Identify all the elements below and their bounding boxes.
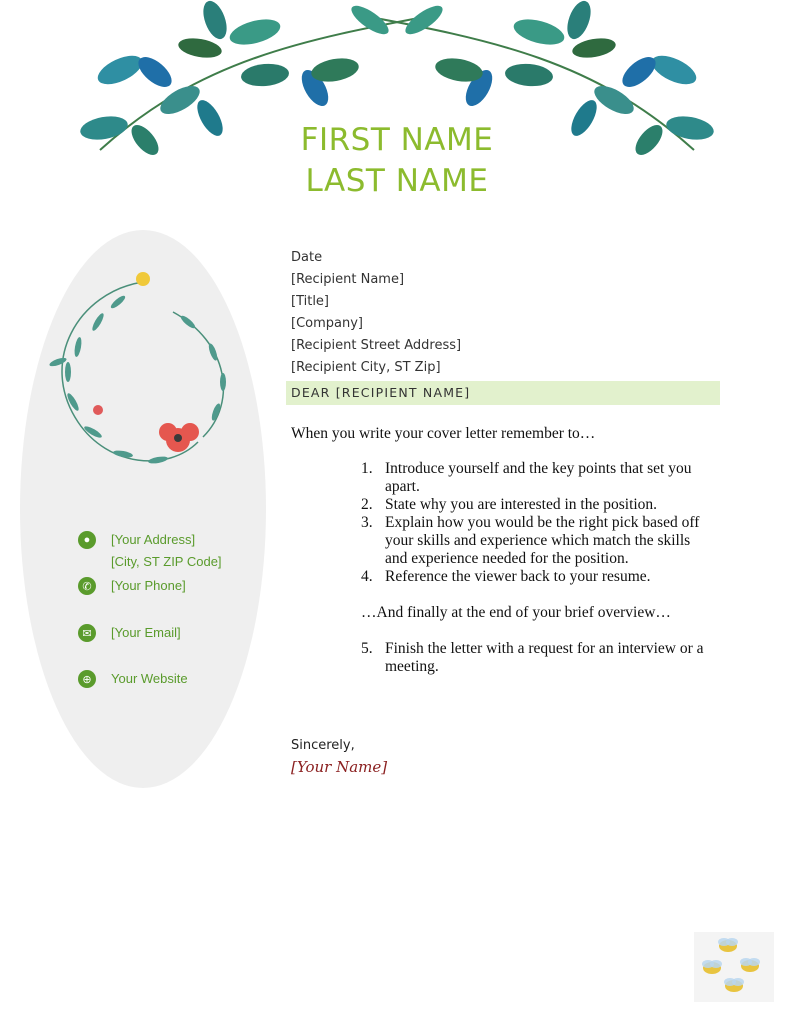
list-item: [385, 568, 715, 586]
list-item-line: apart.: [385, 478, 420, 495]
website-text: Your Website: [111, 671, 188, 686]
salutation: DEAR [RECIPIENT NAME]: [291, 385, 471, 400]
list-item-line: Finish the letter with a request for an interview or a: [385, 640, 704, 657]
closing-sincerely: Sincerely,: [291, 738, 355, 753]
recipient-name-line: [Recipient Name]: [291, 272, 405, 287]
list-item-number: 3.: [361, 514, 373, 531]
email-text: [Your Email]: [111, 625, 181, 640]
signature-name: [Your Name]: [291, 758, 388, 776]
list-item-number: 4.: [361, 568, 373, 585]
list-item-line: your skills and experience which match the skills: [385, 532, 691, 549]
body-intro: When you write your cover letter remember to…: [291, 425, 596, 442]
phone-text: [Your Phone]: [111, 578, 186, 593]
recipient-street-line: [Recipient Street Address]: [291, 338, 462, 353]
date-line: Date: [291, 250, 323, 265]
list-item: [385, 496, 715, 514]
recipient-company-line: [Company]: [291, 316, 363, 331]
finally-line: …And finally at the end of your brief overview…: [361, 604, 671, 621]
recipient-city-line: [Recipient City, ST Zip]: [291, 360, 441, 375]
list-item-line: Introduce yourself and the key points that set you: [385, 460, 692, 477]
last-name-heading: LAST NAME: [305, 163, 489, 199]
recipient-title-line: [Title]: [291, 294, 330, 309]
floral-wreath-decoration: [38, 262, 248, 482]
list-item: [385, 640, 715, 676]
globe-icon: ⊕: [78, 670, 96, 688]
list-item-line: State why you are interested in the position.: [385, 496, 658, 513]
contact-email: [78, 624, 181, 644]
contact-website: [78, 670, 188, 690]
list-item: [385, 460, 715, 496]
list-item: [385, 514, 715, 568]
list-item-line: Reference the viewer back to your resume.: [385, 568, 651, 585]
phone-icon: ✆: [78, 577, 96, 595]
list-item-number: 2.: [361, 496, 373, 513]
map-pin-icon: ●: [78, 531, 96, 549]
contact-address: [78, 531, 222, 573]
list-item-line: meeting.: [385, 658, 439, 675]
bees-decoration: [694, 932, 774, 1002]
address-line1: [Your Address]: [111, 532, 196, 547]
first-name-heading: FIRST NAME: [300, 122, 494, 158]
list-item-line: Explain how you would be the right pick based off: [385, 514, 700, 531]
list-item-number: 5.: [361, 640, 373, 657]
list-item-number: 1.: [361, 460, 373, 477]
contact-phone: [78, 577, 186, 597]
address-line2: [City, ST ZIP Code]: [111, 554, 222, 569]
list-item-line: and experience needed for the position.: [385, 550, 629, 567]
email-icon: ✉: [78, 624, 96, 642]
